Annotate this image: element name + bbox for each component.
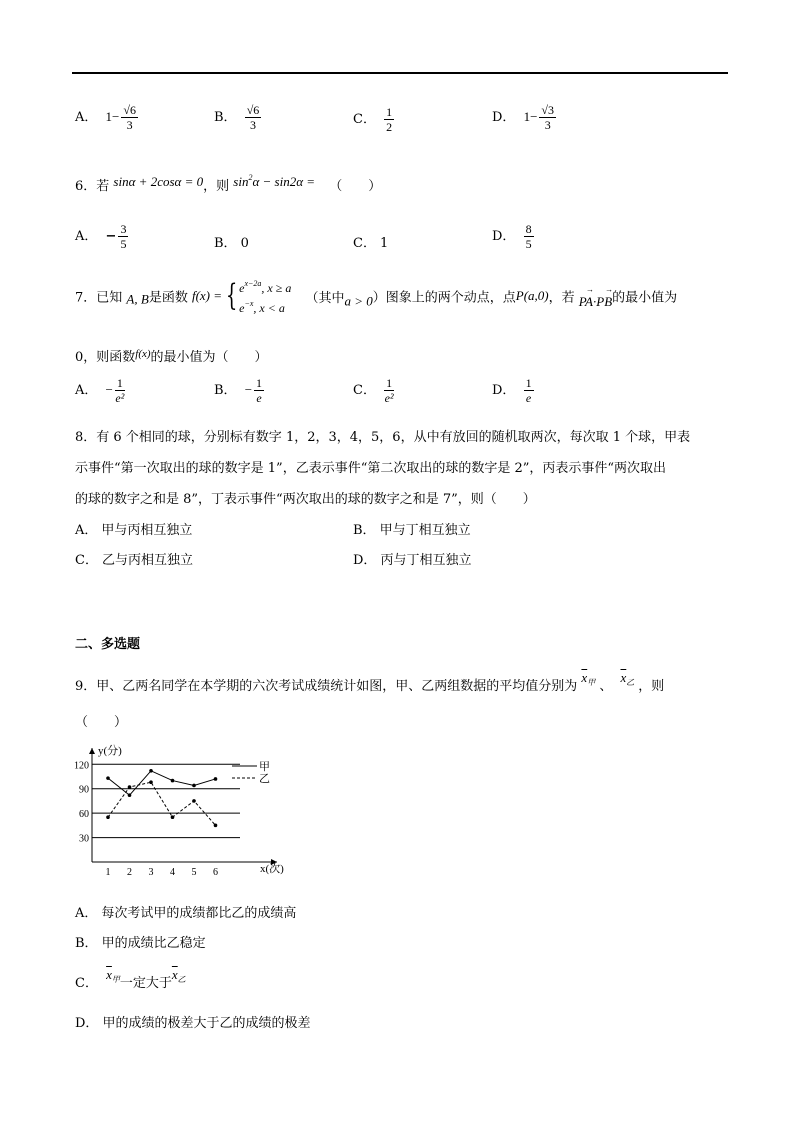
q7-option-d: D． $\frac{1}{e}$ bbox=[492, 376, 532, 405]
q8-option-b: B． 甲与丁相互独立 bbox=[353, 523, 471, 538]
x-tick-label: 2 bbox=[127, 867, 132, 878]
legend-yi: 乙 bbox=[259, 773, 270, 785]
q7-option-c: C． $\frac{1}{\text{e²}}$ bbox=[353, 376, 394, 405]
q8-option-a: A． 甲与丙相互独立 bbox=[75, 523, 193, 538]
data-point bbox=[171, 815, 175, 819]
q5-option-b: B． $\frac{√6}{3}$ bbox=[214, 103, 260, 132]
data-point bbox=[128, 785, 132, 789]
q8-option-d: D． 丙与丁相互独立 bbox=[353, 553, 472, 568]
x-tick-label: 3 bbox=[148, 867, 154, 878]
q7-option-a: A． − $\frac{1}{\text{e²}}$ bbox=[75, 376, 125, 405]
q7-stem-line2: 0，则函数$^{f(x)}$的最小值为（ ） bbox=[75, 348, 268, 365]
y-tick-label: 120 bbox=[74, 760, 89, 772]
q5-option-d: D． 1− $\frac{√3}{3}$ bbox=[492, 103, 555, 132]
x-tick-label: 4 bbox=[170, 867, 175, 878]
y-tick-label: 30 bbox=[79, 833, 89, 845]
y-tick-label: 60 bbox=[79, 809, 89, 821]
q8-stem-line1: 8．有 6 个相同的球，分别标有数字 1，2，3，4，5，6，从中有放回的随机取两次，每次取 1 个球，甲表 bbox=[75, 430, 691, 445]
q8-option-c: C． 乙与丙相互独立 bbox=[75, 553, 193, 568]
q7-option-b: B． − $\frac{1}{e}$ bbox=[214, 376, 263, 405]
q9-option-d: D． 甲的成绩的极差大于乙的成绩的极差 bbox=[75, 1016, 311, 1031]
data-point bbox=[192, 784, 196, 788]
q6-option-b: B． 0 bbox=[214, 236, 249, 251]
x-tick-label: 6 bbox=[213, 867, 218, 878]
data-point bbox=[192, 799, 196, 803]
q9-paren: （ ） bbox=[75, 715, 128, 730]
q8-stem-line3: 的球的数字之和是 8”，丁表示事件“两次取出的球的数字之和是 7”，则（ ） bbox=[75, 492, 536, 507]
x-tick-label: 1 bbox=[105, 867, 111, 878]
data-point bbox=[214, 777, 218, 781]
q9-option-a: A． 每次考试甲的成绩都比乙的成绩高 bbox=[75, 906, 297, 921]
header-rule bbox=[72, 72, 728, 74]
data-point bbox=[128, 793, 132, 797]
chart-ylabel: y(分) bbox=[98, 745, 122, 757]
data-point bbox=[149, 769, 153, 773]
q6-option-a: A． − $\frac{3}{5}$ bbox=[75, 222, 127, 251]
q5-option-a: A． 1− $\frac{√6}{3}$ bbox=[75, 103, 136, 132]
q5-option-c: C． $\frac{1}{2}$ bbox=[353, 105, 393, 134]
data-point bbox=[214, 824, 218, 828]
score-line-chart bbox=[72, 740, 302, 880]
series-line-jia bbox=[108, 771, 216, 795]
q9-stem-line1: 9．甲、乙两名同学在本学期的六次考试成绩统计如图，甲、乙两组数据的平均值分别为 $\overline{x}_甲$ 、 $\overline{x}_乙$ ，则 bbox=[75, 670, 665, 694]
q7-stem-line1: 7．已知 A, B是函数 f(x) = { $e^{x-2a}$, x ≥ a $e^{-x}$, x < a （其中a > 0）图象上的两个动点，点P(a,0)，若 → PA·→ PB的最小值为 bbox=[75, 276, 677, 316]
data-point bbox=[171, 779, 175, 783]
q6-stem: 6．若 sinα + 2cosα = 0，则 $\sin^2\alpha - \sin 2\alpha$ = （ ） bbox=[75, 173, 382, 194]
data-point bbox=[106, 776, 110, 780]
section-title: 二、多选题 bbox=[75, 637, 141, 652]
q6-option-d: D． $\frac{8}{5}$ bbox=[492, 222, 532, 251]
q6-option-c: C． 1 bbox=[353, 236, 389, 251]
data-point bbox=[149, 780, 153, 784]
chart-xlabel: x(次) bbox=[260, 863, 284, 875]
q8-stem-line2: 示事件“第一次取出的球的数字是 1”，乙表示事件“第二次取出的球的数字是 2”，丙表示事件“两次取出 bbox=[75, 461, 667, 476]
y-tick-label: 90 bbox=[79, 784, 89, 796]
y-axis-arrow bbox=[89, 748, 95, 754]
q9-option-c: C． $\overline{x}_甲$一定大于$\overline{x}_乙$ bbox=[75, 967, 186, 991]
x-tick-label: 5 bbox=[191, 867, 197, 878]
data-point bbox=[106, 815, 110, 819]
legend-jia: 甲 bbox=[259, 761, 270, 773]
q9-option-b: B． 甲的成绩比乙稳定 bbox=[75, 936, 206, 951]
